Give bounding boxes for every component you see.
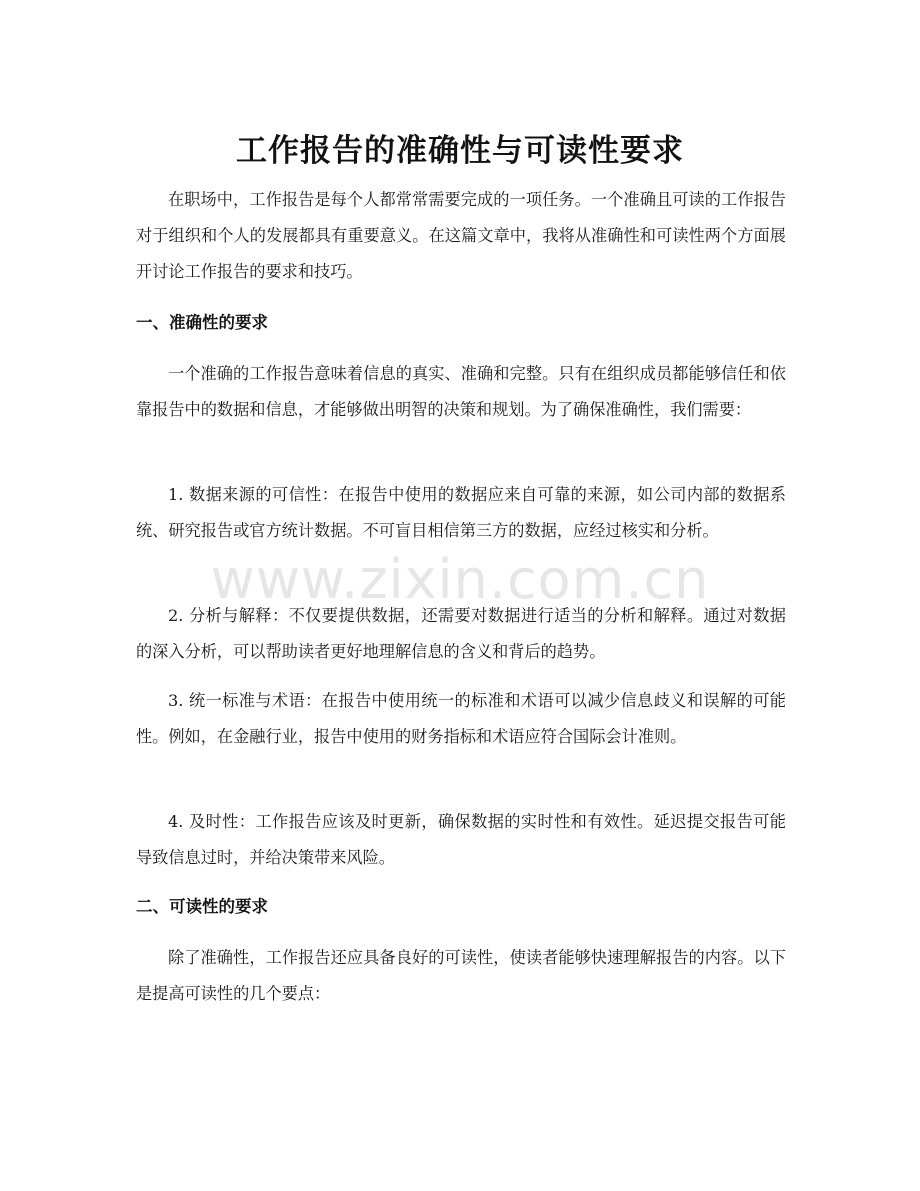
- accuracy-intro-paragraph: 一个准确的工作报告意味着信息的真实、准确和完整。只有在组织成员都能够信任和依靠报告中的数据和信息，才能够做出明智的决策和规划。为了确保准确性，我们需要：: [136, 364, 786, 419]
- section-heading-accuracy: 一、准确性的要求: [136, 313, 268, 332]
- document-title: 工作报告的准确性与可读性要求: [236, 132, 684, 169]
- accuracy-item-2: 2. 分析与解释：不仅要提供数据，还需要对数据进行适当的分析和解释。通过对数据的深入分析，可以帮助读者更好地理解信息的含义和背后的趋势。: [136, 606, 786, 661]
- watermark-text: www.zixin.com.cn: [210, 548, 710, 611]
- accuracy-item-3: 3. 统一标准与术语：在报告中使用统一的标准和术语可以减少信息歧义和误解的可能性。例如，在金融行业，报告中使用的财务指标和术语应符合国际会计准则。: [136, 691, 786, 746]
- readability-intro-paragraph: 除了准确性，工作报告还应具备良好的可读性，使读者能够快速理解报告的内容。以下是提高可读性的几个要点：: [136, 948, 786, 1003]
- accuracy-item-4: 4. 及时性：工作报告应该及时更新，确保数据的实时性和有效性。延迟提交报告可能导致信息过时，并给决策带来风险。: [136, 812, 786, 867]
- section-heading-readability: 二、可读性的要求: [136, 897, 268, 916]
- intro-paragraph: 在职场中，工作报告是每个人都常常需要完成的一项任务。一个准确且可读的工作报告对于组织和个人的发展都具有重要意义。在这篇文章中，我将从准确性和可读性两个方面展开讨论工作报告的要求和技巧。: [136, 190, 786, 281]
- accuracy-item-1: 1. 数据来源的可信性：在报告中使用的数据应来自可靠的来源，如公司内部的数据系统、研究报告或官方统计数据。不可盲目相信第三方的数据，应经过核实和分析。: [136, 485, 786, 540]
